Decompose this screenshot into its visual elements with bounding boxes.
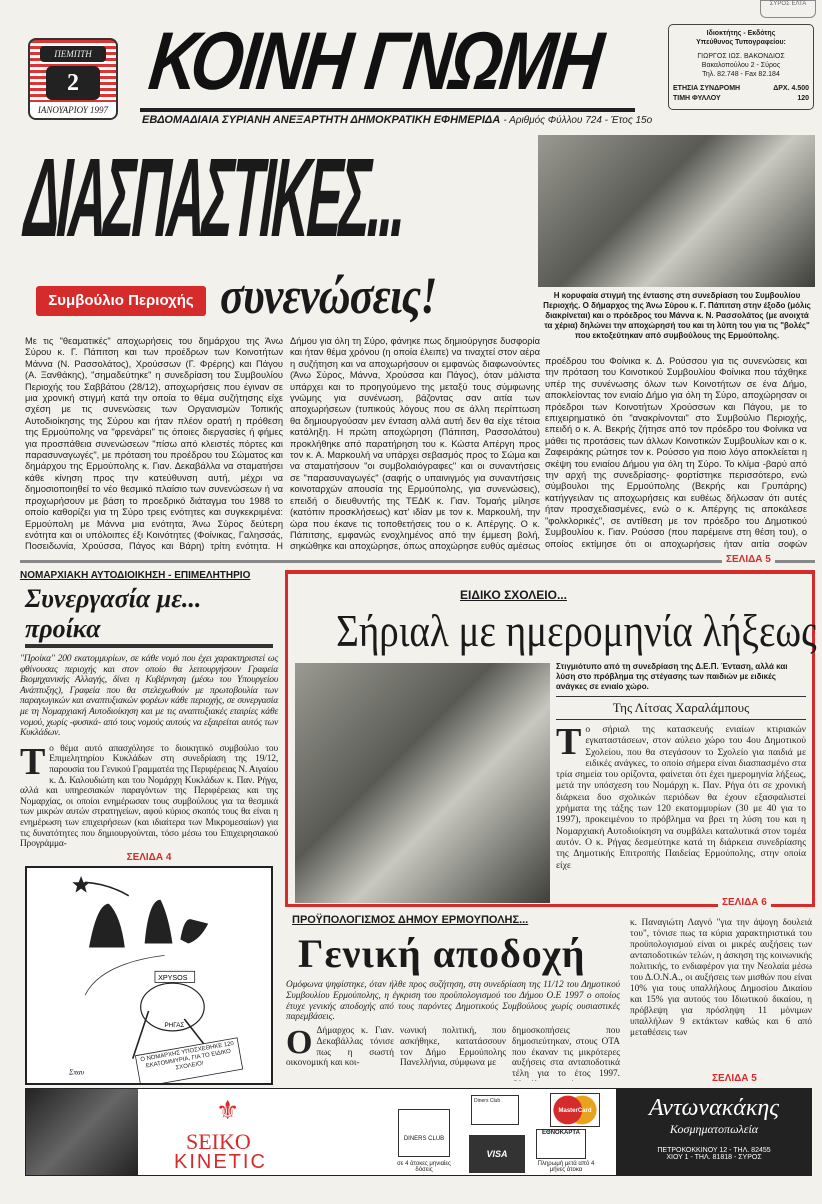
price-row bbox=[673, 94, 809, 103]
issue-number: - Αριθμός Φύλλου 724 - Έτος 15ο bbox=[503, 115, 653, 126]
newspaper-title: ΚΟΙΝΗ ΓΝΩΜΗ bbox=[144, 16, 606, 107]
nomarchy-page-ref[interactable]: ΣΕΛΙΔΑ 4 bbox=[126, 851, 172, 863]
nomarchy-body bbox=[20, 740, 278, 850]
school-headline: Σήριαλ με ημερομηνία λήξεως bbox=[336, 605, 817, 656]
drop-cap: Τ bbox=[20, 740, 46, 783]
cartoon-drawing bbox=[27, 868, 271, 1083]
lead-photo bbox=[538, 135, 815, 287]
budget-lead: Ομόφωνα ψηφίστηκε, όταν ήλθε προς συζήτηση, στη συνεδρίαση της 11/12 του Δημοτικού Συμβουλίου Ερμούπολης, η έγκριση του προϋπολογισμού του Δήμου Ο.Ε 1997 ο οποίος έτυχε γενικής αποδοχής από τους παρόντες Δημοτικούς Συμβούλους χωρίς ουσιαστικές παρεμβάσεις. bbox=[286, 980, 620, 1023]
cartoon-bag-label: XPYSOS bbox=[158, 973, 188, 982]
masthead-rule bbox=[140, 108, 635, 112]
budget-kicker: ΠΡΟΫΠΟΛΟΓΙΣΜΟΣ ΔΗΜΟΥ ΕΡΜΟΥΠΟΛΗΣ... bbox=[292, 914, 529, 926]
diners-note: σε 4 άτοκες μηνιαίες δόσεις bbox=[397, 1161, 451, 1173]
shop-name: Αντωνακάκης bbox=[648, 1095, 780, 1121]
lead-headline: ΔΙΑΣΠΑΣΤΙΚΕΣ... bbox=[21, 135, 407, 260]
school-photo-caption: Στιγμιότυπο από τη συνεδρίαση της Δ.Ε.Π. Ένταση, αλλά και λύση στο πρόβλημα της στέγασης των παιδιών με ειδικές ανάγκες σε ενιαίο χώρο. bbox=[556, 662, 788, 691]
drop-cap: Ο bbox=[286, 1024, 313, 1061]
visa-card: VISA bbox=[469, 1135, 525, 1173]
cartoon-name-label: ΡΗΓΑΣ bbox=[164, 1021, 185, 1029]
watch-photo bbox=[26, 1089, 138, 1175]
cartoon-sign: Ο ΝΟΜΑΡΧΗΣ ΥΠΟΣΧΕΘΗΚΕ 120 ΕΚΑΤΟΜΜΥΡΙΑ, ΓΙΑ ΤΟ ΕΙΔΙΚΟ ΣΧΟΛΕΙΟ! bbox=[139, 1039, 235, 1071]
lead-column-1: Με τις "θεαματικές" αποχωρήσεις του δημάρχου της Άνω Σύρου κ. Γ. Πάπιτση και των προέδρων των Κοινοτήτων Μάννα (Ν. Ρασσολάτος), Χρούσσων (Γ. Φρέρης) και Πάγου (Α. Ξανθάκης), "σημαδεύτηκε" η συνεδρίαση του Συμβουλίου Περιοχής του Σαββάτου (28/12), αποχωρήσεις που έγιναν σε μια χρονική στιγμή κατά την οποία το θέμα συζήτησης είχε σχέση με τις συνενώσεις των Οργανισμών Τοπικής Αυτοδιοίκησης της Σύρου και ήταν πλέον ορατή η πρόθεση της Ερμούπολης να "φρενάρει" τις όποιες διεργασίες ή φήμες για προσπάθεια συνενώσεων "πίσω από κλειστές πόρτες και παρασυναγωγές", με πρόταση του προέδρου του Σώματος και δημάρχου της Ερμούπολης κ. Γιαν. Δεκαβάλλα να σταματήσει κάθε κίνηση προς την κατεύθυνση αυτή, μέχρι να δημοσιοποιηθεί το νέο θεσμικό πλαίσιο των συνενώσεων ή να προχωρήσουν με βάση το προεδρικό διάταγμα του 1988 το οποίο καθορίζει για τη Σύρο τρεις ενότητες και συγκεκριμένα: Ερμούπολη με Μάννα μια ενότητα, Άνω Σύρος δεύτερη ενότητα και οι υπόλοιπες έξι Κοινότητες (Φοίνικας, Γαλησσάς, Ποσειδωνία, Χρούσσα, Πάγος και Βάρη) τρίτη ενότητα. Η bbox=[25, 336, 283, 552]
lead-page-ref[interactable]: ΣΕΛΙΔΑ 5 bbox=[722, 554, 775, 565]
publisher-info-box bbox=[668, 24, 814, 110]
date-month-year: ΙΑΝΟΥΑΡΙΟΥ 1997 bbox=[30, 102, 116, 118]
publisher-phone: Τηλ. 82.748 - Fax 82.184 bbox=[702, 71, 780, 78]
nomarchy-headline: Συνεργασία με... προίκα bbox=[25, 584, 273, 648]
info-label-1: Ιδιοκτήτης - Εκδότης bbox=[706, 30, 776, 37]
section-badge: Συμβούλιο Περιοχής bbox=[36, 286, 206, 316]
lead-headline-2: συνενώσεις! bbox=[220, 268, 437, 325]
budget-column-1-text: Δήμαρχος κ. Γιαν. Δεκαβάλλας τόνισε πως η σωστή οικονομική και κοι- bbox=[286, 1026, 394, 1069]
cartoon bbox=[25, 866, 273, 1085]
lead-bottom-rule bbox=[20, 560, 815, 563]
school-page-ref[interactable]: ΣΕΛΙΔΑ 6 bbox=[718, 897, 771, 908]
subscription-value: ΔΡΧ. 4.500 bbox=[773, 85, 809, 92]
antonakakis-panel bbox=[616, 1089, 812, 1175]
shop-address-2: ΧΙΟΥ 1 - ΤΗΛ. 81818 - ΣΥΡΟΣ bbox=[666, 1154, 762, 1161]
pay-note: Πληρωμή μετά από 4 μήνες άτοκα bbox=[537, 1161, 595, 1173]
masthead-subtitle bbox=[142, 114, 652, 126]
date-box bbox=[28, 38, 118, 120]
subscription-row bbox=[673, 84, 809, 93]
school-byline: Της Λίτσας Χαραλάμπους bbox=[556, 696, 806, 720]
diners-label: DINERS CLUB bbox=[403, 1136, 445, 1142]
jewelry-advertisement bbox=[25, 1088, 812, 1176]
budget-column-3: δημοσκοπήσεις που δημοσιεύτηκαν, στους ΟΤΑ που έκαναν τις μικρότερες αυξήσεις στα ανταποδοτικά τέλη για το έτος 1997. bbox=[512, 1026, 620, 1080]
diners-card-image: Diners Club bbox=[471, 1095, 519, 1125]
lead-column-2: Δήμου για όλη τη Σύρο, φάνηκε πως δημιούργησε δυσφορία και ήταν θέμα χρόνου (η οποία έλειπε) να τιναχτεί στον αέρα η συζήτηση και να αποχωρήσουν οι εμφανώς διαφωνούντες (Άνω Σύρος, Μάννα, Χρούσσα και Πάγος), όταν μάλιστα υπάρχει και το προηγούμενο της μεταξύ τους σύμφωνης γνώμης για συνένωση, βάζοντας σαν αιτία των αποχωρήσεων (τυπικούς λόγους που σε άλλη περίπτωση θα δημιουργούσαν μεν ένταση αλλά αυτή δεν θα είχε τέτοια κατάληξη. Η πρώτη αποχώρηση (Πάπιτση, Ρασσολάτου) προκλήθηκε από παρατήρηση του κ. Κώστα Απέργη προς τον κ. Α. Μαρκουλή να υπάρχει σεβασμός προς το Σώμα και να σταματήσουν "οι συμβολαιόγραφες" και οι συναντήσεις σε "παρασυναγωγές" (σαφής ο υπαινιγμός για συναντήσεις κοινοταρχών απουσία της Ερμούπολης, για συνενώσεις), επειδή ο διευθυντής της ΤΕΔΚ κ. Γιαν. Τομαής μίλησε (κατόπιν προσκλήσεως) κατ' ιδίαν με τον κ. Μαρκουλή, την ώρα που έκανε τις τοποθετήσεις του ο κ. Απέργης. Ο κ. Πάπιτσης, εμφανώς ενοχλημένος από την έμμεση βολή, σηκώθηκε και αποχώρησε, όπως αποχώρησε ευθύς αμέσως bbox=[290, 336, 540, 552]
date-number: 2 bbox=[46, 66, 100, 100]
ethnokarta-card: ΕΘΝΟΚΑΡΤΑ bbox=[536, 1129, 586, 1159]
subscription-label: ΕΤΗΣΙΑ ΣΥΝΔΡΟΜΗ bbox=[673, 85, 741, 92]
school-body-text: ο σήριαλ της κατασκευής ενιαίων κτιριακών εγκαταστάσεων, στον αύλειο χώρο του 4ου Δημοτικού Σχολείου, που θα στεγάσουν το Σχολείο για παιδιά με ειδικές ανάγκες, το οποίο σήμερα είναι διασπασμένο στα τρία σημεία του ορίζοντα, φαίνεται ότι έχει ημερομηνία λήξεως, μετά την υπόσχεση του Νομάρχη κ. Παν. Ρήγα ότι σε χρονική διάρκεια δυο σχολικών περιόδων θα έχουν εξασφαλιστεί χρήματα της τάξης των 120 εκατομμυρίων (30 με 40 για το 1997), προκειμένου το πρόβλημα να βρει τη λύση του και η Νομαρχιακή Αυτοδιοίκηση να συμβάλει καταλυτικά στον τομέα αυτόν. Ο κ. Ρήγας δεσμεύτηκε κατά τη διάρκεια συνεδρίασης της Δημοτικής Επιτροπής Παιδείας Ερμούπολης, στην οποία είχε bbox=[556, 724, 806, 871]
school-body bbox=[556, 721, 806, 871]
budget-column-1 bbox=[286, 1026, 394, 1086]
budget-column-4: κ. Παναγιώτη Λαγνό "για την άψογη δουλειά του", τόνισε πως τα κύρια χαρακτηριστικά του προϋπολογισμού είναι οι μικρές αυξήσεις των ανταποδοτικών τελών, η άσκηση της κοινωνικής πολιτικής, το ενδιαφέρον για την Νεολαία μέσω του Δ.Ο.Ν.Α., οι αυξήσεις των μισθών που είναι 10% για τους υπαλλήλους Δημοσίου Δικαίου και 15% για αυτούς του Ιδιωτικού δικαίου, η πρόβλεψη για πρόσληψη 11 μόνιμων υπαλλήλων 9 εκτάκτων καθώς και 6 από μεταθέσεις των bbox=[630, 918, 812, 1038]
info-label-2: Υπεύθυνος Τυπογραφείου: bbox=[696, 39, 786, 46]
seiko-logo-icon: ⚜ bbox=[216, 1095, 240, 1125]
nomarchy-section bbox=[20, 570, 278, 1085]
publisher-address: Βακαλοπούλου 2 - Σύρος bbox=[701, 62, 781, 69]
lead-column-3: προέδρου του Φοίνικα κ. Δ. Ρούσσου για τις συνενώσεις και την πρόταση του Κοινοτικού Συμβουλίου Φοίνικα που τάχθηκε υπέρ της συνένωσης όλων των Κοινοτήτων σε ένα Δήμο, αποκλείοντας τον ενιαίο Δήμο για όλη τη Σύρο, αποχώρησαν οι πρόεδροι των Κοινοτήτων Χρούσσων και Πάγου, με το επιχειρηματικό ότι "ανακρίνονται" στο Συμβούλιο Περιοχής, επειδή ο κ. Α. Βεκρής ζήτησε από τον πρόεδρο του Φοίνικα να μάθει τις προτάσεις των άλλων Κοινοτικών Συμβουλίων και ο κ. Ζαφειράκης ρώτησε τον κ. Ρούσσο για ποιο λόγο αποκλείεται η σκέψη του ενιαίου Δήμου για όλη τη Σύρο. Το κλίμα -βαρύ από την αρχή της συνεδρίασης- φορτίστηκε περισσότερο, ενώ σύμβουλοι της Ερμούπολης (Βεκρής και Γρυπάρης) κατήγγειλαν τις αποχωρήσεις και ευθέως δήλωσαν ότι αυτές ήταν προσχεδιασμένες, ενώ ο κ. Απέργης τις αποκάλεσε "φολκλορικές", σε αντίθεση με τον πρόεδρο του Δημοτικού Συμβουλίου κ. Γιαν. Ρούσσο (που παρέμεινε στη θέση του), ο οποίος εκτίμησε ότι οι αποχωρήσεις ήταν αιτία σοφών bbox=[545, 356, 807, 549]
school-photo bbox=[295, 663, 550, 903]
mastercard-card: MasterCard bbox=[550, 1093, 600, 1127]
drop-cap: Τ bbox=[556, 721, 582, 763]
shop-type: Κοσμηματοπωλεία bbox=[669, 1122, 759, 1136]
lead-photo-caption: Η κορυφαία στιγμή της έντασης στη συνεδρίαση του Συμβουλίου Περιοχής. Ο δήμαρχος της Άνω Σύρου κ. Γ. Πάπιτση στην έξοδο (μόλις διακρίνεται) και ο πρόεδρος του Μάννα κ. Ν. Ρασσολάτος (με ανοιχτά τα χέρια) δηλώνει την αποχώρησή του και τη λύπη του για τις "βολές" που εκτοξεύτηκαν από συμβούλους της Ερμούπολης. bbox=[543, 291, 811, 340]
seiko-brand: SEIKO bbox=[186, 1129, 251, 1154]
cartoon-signature: Σπαυ bbox=[69, 1068, 85, 1077]
price-label: ΤΙΜΗ ΦΥΛΛΟΥ bbox=[673, 95, 721, 102]
date-day: ΠΕΜΠΤΗ bbox=[40, 46, 106, 62]
subtitle-text: ΕΒΔΟΜΑΔΙΑΙΑ ΣΥΡΙΑΝΗ ΑΝΕΞΑΡΤΗΤΗ ΔΗΜΟΚΡΑΤΙΚΗ ΕΦΗΜΕΡΙΔΑ bbox=[142, 114, 501, 126]
nomarchy-lead: "Προίκα" 200 εκατομμυρίων, σε κάθε νομό που έχει χαρακτηριστεί ως φθίνουσας περιοχής και στον οποίο θα λειτουργήσουν Γραφεία Βιομηχανικής Αλλαγής, δίνει η Κυβέρνηση (μέσω του Υπουργείου Ανάπτυξης), Γραφεία που θα στελεχωθούν με πρωτοβουλία των παραγωγικών και αναπτυξιακών φορέων κάθε περιοχής, σε συνεργασία με τη Νομαρχιακή Αυτοδιοίκηση και με τις αναπτυξιακές εταιρίες κάθε νομού, χωρίς -φυσικά- από τους νομούς αυτούς να εξαιρείται αυτός των Κυκλάδων. bbox=[20, 654, 278, 739]
publisher-name: ΓΙΩΡΓΟΣ ΙΩΣ. ΒΑΚΟΝΔΙΟΣ bbox=[697, 53, 785, 60]
budget-page-ref[interactable]: ΣΕΛΙΔΑ 5 bbox=[712, 1073, 757, 1084]
postage-stamp: ΣΥΡΟΣ ΕΛΤΑ bbox=[760, 0, 816, 18]
shop-address-1: ΠΕΤΡΟΚΟΚΚΙΝΟΥ 12 - ΤΗΛ. 82455 bbox=[657, 1147, 771, 1154]
school-kicker: ΕΙΔΙΚΟ ΣΧΟΛΕΙΟ... bbox=[460, 588, 567, 602]
nomarchy-body-text: ο θέμα αυτό απασχόλησε το διοικητικό συμβούλιο του Επιμελητηρίου Κυκλάδων στη συνεδρίαση της 19/12, παρουσία του Γενικού Γραμματέα της Περιφέρειας Ν. Αιγαίου κ. Δ. Καλουδιώτη και του Νομάρχη Κυκλάδων κ. Παν. Ρήγα, αλλά και υπηρεσιακών παραγόντων της Περιφέρειας και της Νομαρχίας, οι οποίοι ενημέρωσαν τους συμβούλους για τα θεσμικά των μικρών αυτών στρατηγείων, αφού κύριος σκοπός τους θα είναι η ενημέρωση των επιχειρήσεων (και ιδιαίτερα των Μικρομεσαίων) για τις δυνατότητες που δημιουργούνται, τόσο μέσω του Επιχειρησιακού Προγράμμα- bbox=[20, 743, 278, 850]
budget-column-2: νωνική πολιτική, που ασκήθηκε, κατατάσσουν τον Δήμο Ερμούπολης Πανελλήνια, σύμφωνα με bbox=[400, 1026, 506, 1069]
diners-club-card bbox=[398, 1109, 450, 1157]
budget-headline: Γενική αποδοχή bbox=[298, 931, 586, 976]
kinetic-brand: KINETIC bbox=[174, 1151, 267, 1173]
nomarchy-kicker: ΝΟΜΑΡΧΙΑΚΗ ΑΥΤΟΔΙΟΙΚΗΣΗ - ΕΠΙΜΕΛΗΤΗΡΙΟ bbox=[20, 570, 251, 581]
price-value: 120 bbox=[797, 95, 809, 102]
